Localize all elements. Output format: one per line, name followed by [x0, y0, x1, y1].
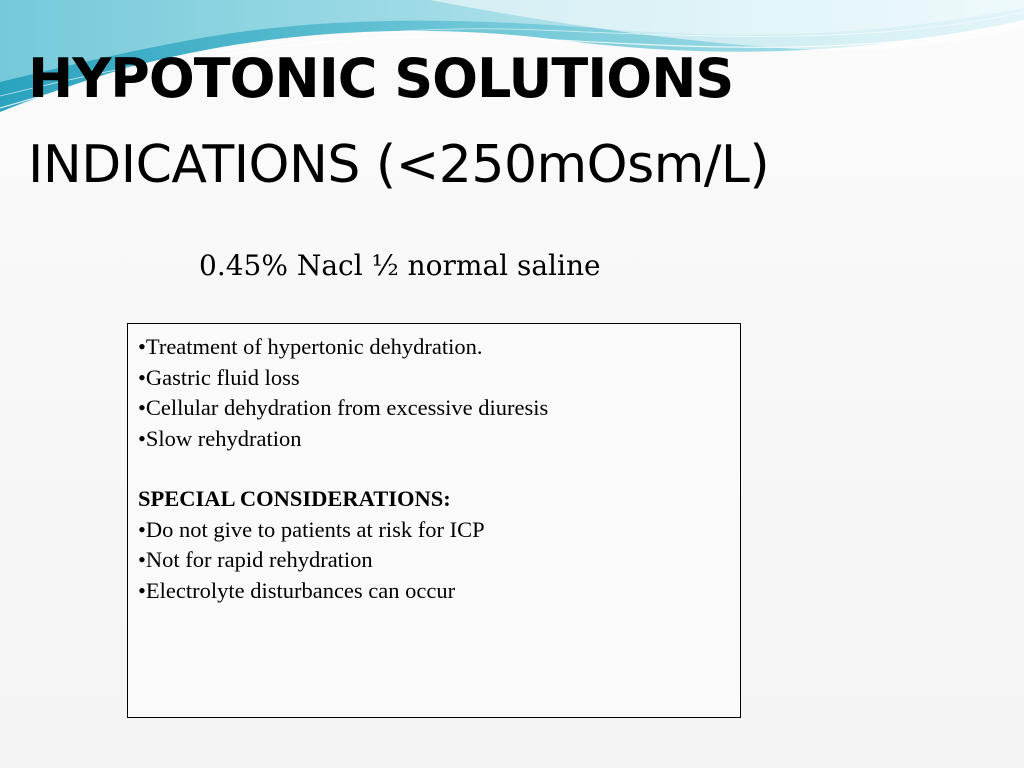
slide-title-indications: INDICATIONS (<250mOsm/L): [28, 135, 770, 195]
indication-item: •Treatment of hypertonic dehydration.: [138, 334, 483, 359]
spacer: [138, 454, 730, 484]
indication-item: •Gastric fluid loss: [138, 364, 300, 390]
special-considerations-heading: SPECIAL CONSIDERATIONS:: [138, 486, 451, 511]
indications-box: [127, 323, 741, 718]
indications-list: [138, 332, 730, 454]
solution-subtitle: 0.45% Nacl ½ normal saline: [199, 249, 601, 282]
consideration-item: •Electrolyte disturbances can occur: [138, 577, 456, 603]
indication-item: •Slow rehydration: [138, 425, 302, 451]
slide-title: HYPOTONIC SOLUTIONS: [28, 47, 734, 110]
indication-item: •Cellular dehydration from excessive diuresis: [138, 395, 549, 420]
consideration-item: •Do not give to patients at risk for ICP: [138, 516, 485, 542]
considerations-list: [138, 515, 730, 607]
consideration-item: •Not for rapid rehydration: [138, 547, 373, 572]
